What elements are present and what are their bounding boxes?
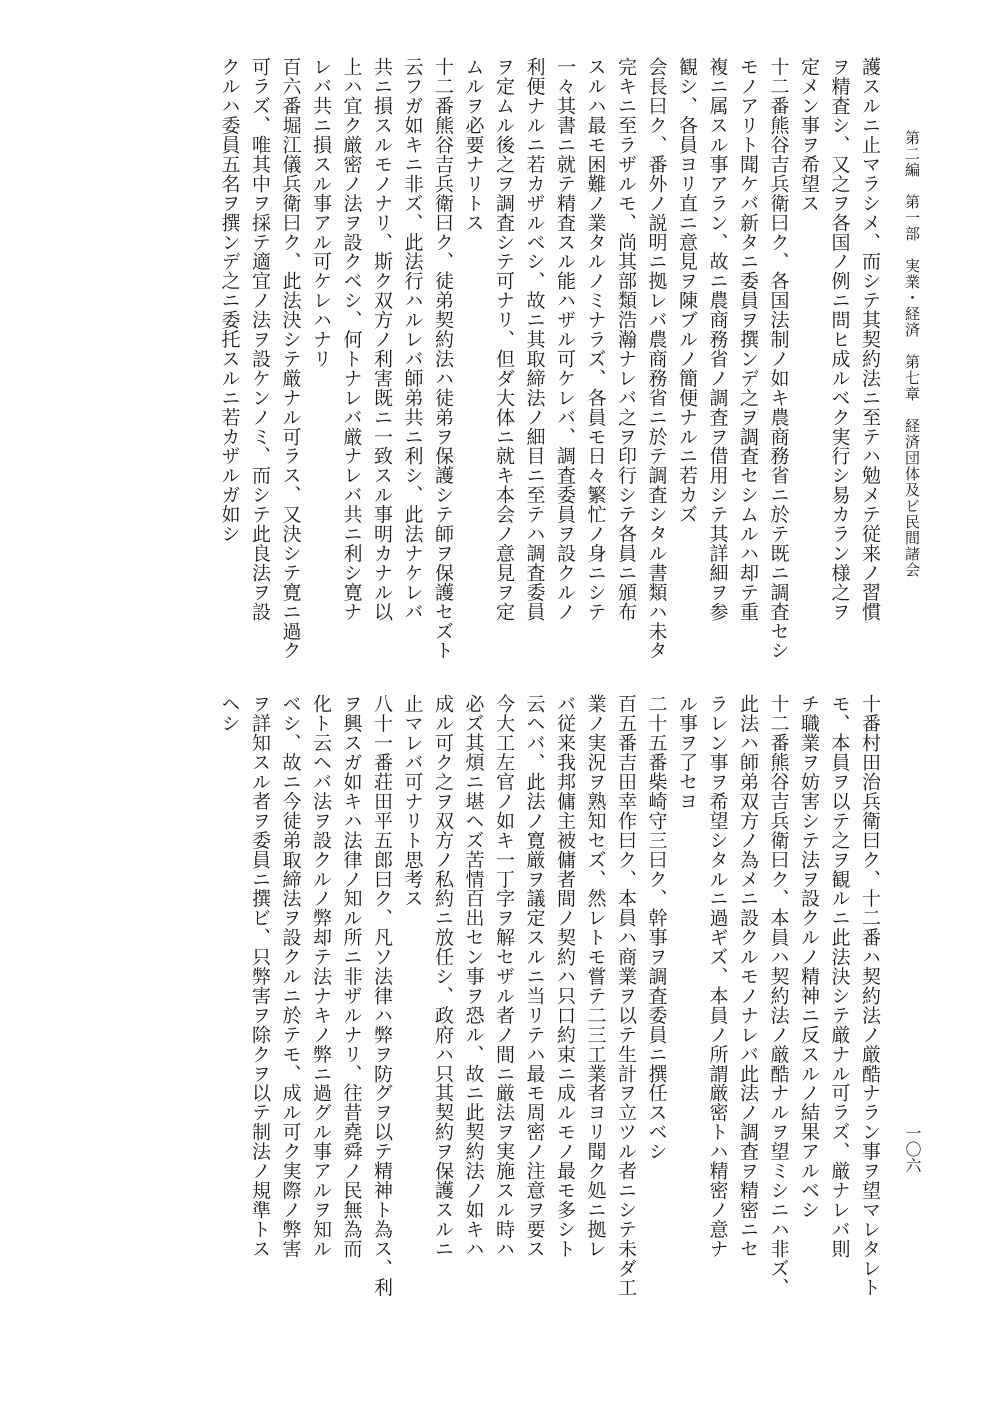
text-line: 化ト云ヘバ法ヲ設クルノ弊却テ法ナキノ弊ニ過グル事アルヲ知ル bbox=[310, 694, 332, 1259]
text-line: レバ共ニ損スル事アル可ケレハナリ bbox=[310, 57, 332, 369]
text-line: ヘシ bbox=[218, 694, 241, 733]
text-line: 完キニ至ラザルモ、尚其部類浩瀚ナレバ之ヲ印行シテ各員ニ頒布 bbox=[615, 57, 637, 622]
text-line: 十二番熊谷吉兵衛曰ク、徒弟契約法ハ徒弟ヲ保護シテ師ヲ保護セズト bbox=[432, 57, 454, 660]
text-line: 百六番堀江儀兵衛曰ク、此法決シテ厳ナル可ラス、又決シテ寛ニ過ク bbox=[279, 57, 302, 660]
text-line: ベシ、故ニ今徒弟取締法ヲ設クルニ於テモ、成ル可ク実際ノ弊害 bbox=[279, 694, 302, 1259]
text-line: 此法ハ師弟双方ノ為メニ設クルモノナレバ此法ノ調査ヲ精密ニセ bbox=[737, 694, 759, 1259]
text-line: 云フガ如キニ非ズ、此法行ハルレバ師弟共ニ利シ、此法ナケレバ bbox=[401, 57, 424, 622]
text-line: ル事ヲ了セヨ bbox=[676, 694, 698, 811]
text-line: 十二番熊谷吉兵衛曰ク、本員ハ契約法ノ厳酷ナルヲ望ミシニハ非ズ、 bbox=[767, 694, 790, 1297]
text-line: 十番村田治兵衛曰ク、十二番ハ契約法ノ厳酷ナラン事ヲ望マレタレト bbox=[859, 694, 881, 1297]
text-line: モノアリト聞ケバ新タニ委員ヲ撰ンデ之ヲ調査セシムルハ却テ重 bbox=[737, 57, 759, 622]
text-line: ラレン事ヲ希望シタルニ過ギズ、本員ノ所謂厳密トハ精密ノ意ナ bbox=[706, 694, 729, 1259]
lower-text-block bbox=[125, 694, 885, 1334]
text-line: 定メン事ヲ希望ス bbox=[798, 57, 820, 213]
text-line: 云ヘバ、此法ノ寛厳ヲ議定スルニ当リテハ最モ周密ノ注意ヲ要ス bbox=[523, 694, 546, 1259]
text-line: 業ノ実況ヲ熟知セズ、然レトモ嘗テ二三工業者ヨリ聞ク処ニ拠レ bbox=[584, 694, 607, 1259]
text-line: ムルヲ必要ナリトス bbox=[462, 57, 485, 233]
text-line: 可ラズ、唯其中ヲ採テ適宜ノ法ヲ設ケンノミ、而シテ此良法ヲ設 bbox=[249, 57, 271, 622]
text-line: チ職業ヲ妨害シテ法ヲ設クルノ精神ニ反スルノ結果アルベシ bbox=[798, 694, 820, 1220]
text-line: スルハ最モ困難ノ業タルノミナラズ、各員モ日々繁忙ノ身ニシテ bbox=[584, 57, 607, 622]
text-line: クルハ委員五名ヲ撰ンデ之ニ委托スルニ若カザルガ如シ bbox=[218, 57, 241, 544]
text-line: 止マレバ可ナリト思考ス bbox=[401, 694, 424, 908]
text-line: 観シ、各員ヨリ直ニ意見ヲ陳ブルノ簡便ナルニ若カズ bbox=[676, 57, 698, 524]
text-line: 利便ナルニ若カザルベシ、故ニ其取締法ノ細目ニ至テハ調査委員 bbox=[523, 57, 546, 622]
text-line: 上ハ宜ク厳密ノ法ヲ設クベシ、何トナレバ厳ナレバ共ニ利シ寛ナ bbox=[340, 57, 363, 622]
text-line: 十二番熊谷吉兵衛曰ク、各国法制ノ如キ農商務省ニ於テ既ニ調査セシ bbox=[767, 57, 790, 660]
text-line: 今大工左官ノ如キ一丁字ヲ解セザル者ノ間ニ厳法ヲ実施スル時ハ bbox=[493, 694, 515, 1259]
text-line: 共ニ損スルモノナリ、斯ク双方ノ利害既ニ一致スル事明カナル以 bbox=[371, 57, 393, 622]
text-line: 八十一番荘田平五郎曰ク、凡ソ法律ハ弊ヲ防グヲ以テ精神ト為ス、利 bbox=[371, 694, 393, 1297]
text-line: バ従来我邦傭主被傭者間ノ契約ハ只口約束ニ成ルモノ最モ多シト bbox=[554, 694, 576, 1259]
text-line: ヲ定ムル後之ヲ調査シテ可ナリ、但ダ大体ニ就キ本会ノ意見ヲ定 bbox=[493, 57, 515, 622]
text-line: 会長曰ク、番外ノ説明ニ拠レバ農商務省ニ於テ調査シタル書類ハ未タ bbox=[645, 57, 668, 660]
text-line: ヲ詳知スル者ヲ委員ニ撰ビ、只弊害ヲ除クヲ以テ制法ノ規準トス bbox=[249, 694, 271, 1259]
text-line: 二十五番柴崎守三曰ク、幹事ヲ調査委員ニ撰任スベシ bbox=[645, 694, 668, 1161]
text-line: ヲ興スガ如キハ法律ノ知ル所ニ非ザルナリ、往昔堯舜ノ民無為而 bbox=[340, 694, 363, 1259]
text-line: 一々其書ニ就テ精査スル能ハザル可ケレバ、調査委員ヲ設クルノ bbox=[554, 57, 576, 622]
text-line: モ、本員ヲ以テ之ヲ観ルニ此法決シテ厳ナル可ラズ、厳ナレバ則 bbox=[828, 694, 851, 1259]
text-line: 百五番吉田幸作曰ク、本員ハ商業ヲ以テ生計ヲ立ツル者ニシテ未ダ工 bbox=[615, 694, 637, 1297]
running-head: 第二編 第一部 実業・経済 第七章 経済団体及ビ民間諸会 bbox=[903, 130, 921, 578]
page-number: 一〇六 bbox=[903, 1125, 922, 1173]
text-line: 複ニ属スル事アラン、故ニ農商務省ノ調査ヲ借用シテ其詳細ヲ参 bbox=[706, 57, 729, 622]
text-line: ヲ精査シ、又之ヲ各国ノ例ニ問ヒ成ルベク実行シ易カラン様之ヲ bbox=[828, 57, 851, 622]
text-line: 護スルニ止マラシメ、而シテ其契約法ニ至テハ勉メテ従来ノ習慣 bbox=[859, 57, 881, 622]
text-line: 必ズ其煩ニ堪ヘズ苦情百出セン事ヲ恐ル、故ニ此契約法ノ如キハ bbox=[462, 694, 485, 1259]
upper-text-block bbox=[125, 57, 885, 662]
text-line: 成ル可ク之ヲ双方ノ私約ニ放任シ、政府ハ只其契約ヲ保護スルニ bbox=[432, 694, 454, 1259]
